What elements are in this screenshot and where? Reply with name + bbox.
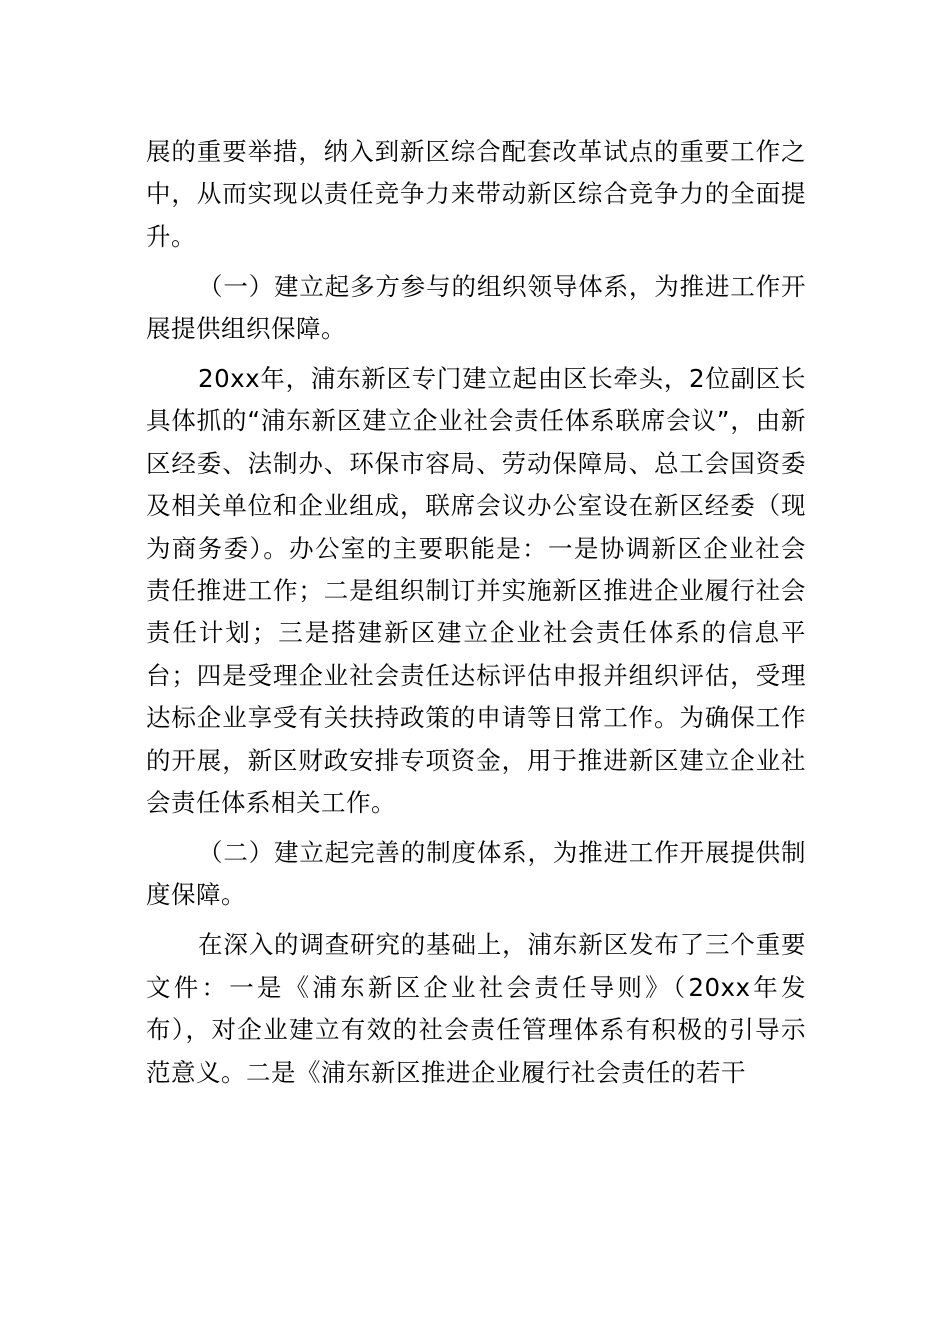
- paragraph-intro-continuation: 展的重要举措，纳入到新区综合配套改革试点的重要工作之中，从而实现以责任竞争力来带动新区综合竞争力的全面提升。: [146, 137, 806, 251]
- paragraph-regulations: 在深入的调查研究的基础上，浦东新区发布了三个重要文件：一是《浦东新区企业社会责任导则》（20xx年发布），对企业建立有效的社会责任管理体系有积极的引导示范意义。二是《浦东新区推进企业履行社会责任的若干: [146, 930, 806, 1087]
- paragraph-organization: 20xx年，浦东新区专门建立起由区长牵头，2位副区长具体抓的“浦东新区建立企业社会责任体系联席会议”，由新区经委、法制办、环保市容局、劳动保障局、总工会国资委及相关单位和企业组成，联席会议办公室设在新区经委（现为商务委）。办公室的主要职能是：一是协调新区企业社会责任推进工作；二是组织制订并实施新区推进企业履行社会责任计划；三是搭建新区建立企业社会责任体系的信息平台；四是受理企业社会责任达标评估申报并组织评估，受理达标企业享受有关扶持政策的申请等日常工作。为确保工作的开展，新区财政安排专项资金，用于推进新区建立企业社会责任体系相关工作。: [146, 364, 806, 818]
- section-heading-2: （二）建立起完善的制度体系，为推进工作开展提供制度保障。: [146, 838, 806, 910]
- document-body: [146, 131, 806, 1101]
- section-heading-1: （一）建立起多方参与的组织领导体系，为推进工作开展提供组织保障。: [146, 271, 806, 344]
